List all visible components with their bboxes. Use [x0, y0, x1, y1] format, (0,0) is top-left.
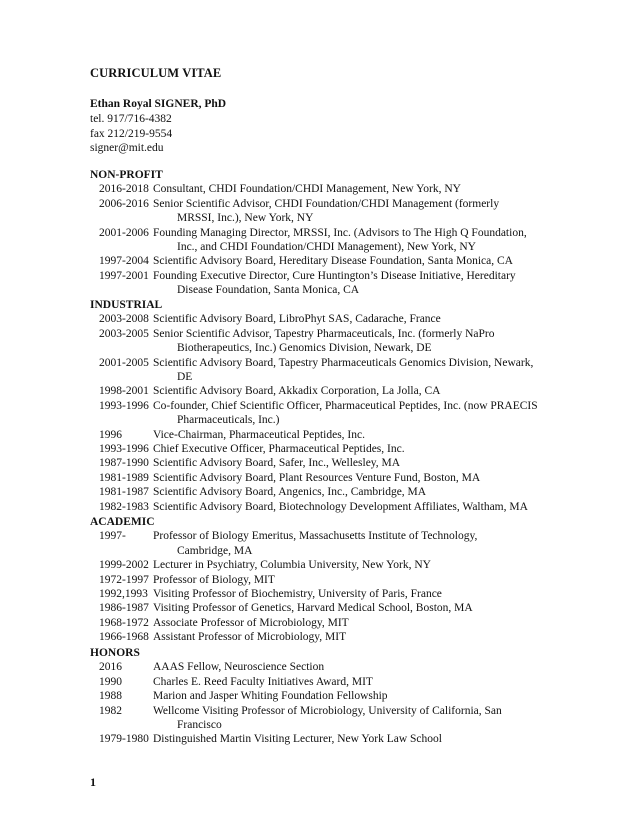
entry-line: Scientific Advisory Board, LibroPhyt SAS, Cadarache, France: [153, 313, 441, 326]
entry-description: [153, 529, 590, 558]
cv-entry: [90, 182, 590, 196]
entry-line: Associate Professor of Microbiology, MIT: [153, 616, 349, 629]
entry-line: Marion and Jasper Whiting Foundation Fellowship: [153, 690, 388, 703]
cv-entry: [90, 529, 590, 558]
cv-entry: [90, 601, 590, 615]
entry-line: Professor of Biology Emeritus, Massachusetts Institute of Technology,: [153, 530, 478, 543]
entry-line: Senior Scientific Advisor, CHDI Foundation/CHDI Management (formerly: [153, 197, 500, 210]
entry-years: 2016-2018: [99, 183, 149, 196]
entry-line: Co-founder, Chief Scientific Officer, Pharmaceutical Peptides, Inc. (now PRAECIS: [153, 399, 538, 412]
entry-line: Founding Managing Director, MRSSI, Inc. (Advisors to The High Q Foundation,: [153, 226, 527, 239]
entry-description: [153, 456, 590, 470]
cv-entry: [90, 485, 590, 499]
entry-line: Scientific Advisory Board, Safer, Inc., Wellesley, MA: [153, 457, 401, 470]
cv-entry: [90, 616, 590, 630]
cv-entry: [90, 471, 590, 485]
section-honors: [90, 646, 590, 747]
cv-entry: [90, 704, 590, 733]
entry-description: [153, 616, 590, 630]
entry-years: 1972-1997: [99, 573, 149, 586]
entry-years: 1981-1987: [99, 486, 149, 499]
section-heading: HONORS: [90, 647, 140, 659]
entry-years: 1997-2001: [99, 269, 149, 282]
entry-years: 1993-1996: [99, 443, 149, 456]
cv-entry: [90, 630, 590, 644]
cv-entry: [90, 226, 590, 255]
entry-description: [153, 689, 590, 703]
entry-years: 1987-1990: [99, 457, 149, 470]
cv-entry: [90, 269, 590, 298]
entry-description: [153, 428, 590, 442]
entry-description: [153, 226, 590, 255]
entry-years: 1968-1972: [99, 616, 149, 629]
entry-years: 1993-1996: [99, 399, 149, 412]
entry-years: 1986-1987: [99, 602, 149, 615]
section-heading: NON-PROFIT: [90, 169, 163, 181]
cv-entry: [90, 384, 590, 398]
entry-years: 1982: [99, 704, 122, 717]
entry-line: Scientific Advisory Board, Angenics, Inc., Cambridge, MA: [153, 486, 427, 499]
entry-line: Inc., and CHDI Foundation/CHDI Management), New York, NY: [177, 241, 476, 254]
cv-entry: [90, 558, 590, 572]
entry-years: 2001-2006: [99, 226, 149, 239]
entry-line: Senior Scientific Advisor, Tapestry Pharmaceuticals, Inc. (formerly NaPro: [153, 327, 495, 340]
entry-description: [153, 558, 590, 572]
entry-line: Scientific Advisory Board, Plant Resources Venture Fund, Boston, MA: [153, 471, 481, 484]
entry-line: Francisco: [177, 719, 222, 732]
entry-years: 2006-2016: [99, 197, 149, 210]
entry-line: MRSSI, Inc.), New York, NY: [177, 212, 314, 225]
entry-description: [153, 704, 590, 733]
cv-entry: [90, 500, 590, 514]
entry-description: [153, 442, 590, 456]
entry-years: 2001-2005: [99, 356, 149, 369]
entry-years: 2016: [99, 661, 122, 674]
entry-line: Vice-Chairman, Pharmaceutical Peptides, Inc.: [153, 428, 365, 441]
entry-line: Professor of Biology, MIT: [153, 573, 275, 586]
entry-description: [153, 254, 590, 268]
entry-description: [153, 630, 590, 644]
section-industrial: [90, 298, 590, 514]
entry-years: 1997-: [99, 530, 126, 543]
entry-description: [153, 399, 590, 428]
entry-line: Biotherapeutics, Inc.) Genomics Division, Newark, DE: [177, 342, 432, 355]
entry-description: [153, 485, 590, 499]
entry-description: [153, 269, 590, 298]
email-address: signer@mit.edu: [90, 142, 164, 155]
entry-line: Chief Executive Officer, Pharmaceutical Peptides, Inc.: [153, 443, 405, 456]
entry-line: Pharmaceuticals, Inc.): [177, 414, 280, 427]
cv-entry: [90, 428, 590, 442]
fax: fax 212/219-9554: [90, 127, 173, 140]
entry-line: Scientific Advisory Board, Hereditary Disease Foundation, Santa Monica, CA: [153, 255, 513, 268]
entry-line: DE: [177, 371, 193, 384]
cv-entry: [90, 254, 590, 268]
entry-description: [153, 660, 590, 674]
entry-description: [153, 327, 590, 356]
entry-line: Visiting Professor of Biochemistry, University of Paris, France: [153, 588, 442, 601]
entry-description: [153, 356, 590, 385]
entry-years: 1981-1989: [99, 471, 149, 484]
entry-description: [153, 732, 590, 746]
entry-description: [153, 500, 590, 514]
telephone: tel. 917/716-4382: [90, 112, 172, 125]
entry-years: 1998-2001: [99, 385, 149, 398]
page-number: 1: [90, 775, 96, 789]
entry-line: Visiting Professor of Genetics, Harvard Medical School, Boston, MA: [153, 602, 473, 615]
entry-line: Scientific Advisory Board, Akkadix Corporation, La Jolla, CA: [153, 385, 441, 398]
cv-entry: [90, 573, 590, 587]
entry-years: 1979-1980: [99, 733, 149, 746]
entry-description: [153, 573, 590, 587]
cv-entry: [90, 327, 590, 356]
person-name: Ethan Royal SIGNER, PhD: [90, 98, 227, 110]
entry-description: [153, 471, 590, 485]
entry-line: Consultant, CHDI Foundation/CHDI Management, New York, NY: [153, 183, 461, 196]
cv-entry: [90, 197, 590, 226]
entry-line: AAAS Fellow, Neuroscience Section: [153, 661, 325, 674]
entry-years: 1982-1983: [99, 500, 149, 513]
cv-entry: [90, 689, 590, 703]
entry-years: 1990: [99, 675, 122, 688]
entry-line: Distinguished Martin Visiting Lecturer, New York Law School: [153, 733, 442, 746]
entry-years: 1996: [99, 428, 122, 441]
entry-description: [153, 384, 590, 398]
cv-entry: [90, 356, 590, 385]
section-heading: ACADEMIC: [90, 516, 155, 528]
entry-line: Assistant Professor of Microbiology, MIT: [153, 631, 347, 644]
contact-block: [90, 97, 226, 156]
cv-entry: [90, 732, 590, 746]
entry-line: Scientific Advisory Board, Biotechnology Development Affiliates, Waltham, MA: [153, 500, 528, 513]
entry-years: 1966-1968: [99, 631, 149, 644]
entry-line: Lecturer in Psychiatry, Columbia University, New York, NY: [153, 559, 431, 572]
entry-description: [153, 587, 590, 601]
entry-line: Cambridge, MA: [177, 544, 253, 557]
entry-description: [153, 675, 590, 689]
entry-years: 2003-2008: [99, 313, 149, 326]
entry-years: 1997-2004: [99, 255, 149, 268]
section-non-profit: [90, 168, 590, 298]
entry-years: 1999-2002: [99, 559, 149, 572]
cv-entry: [90, 660, 590, 674]
entry-line: Wellcome Visiting Professor of Microbiology, University of California, San: [153, 704, 502, 717]
entry-line: Scientific Advisory Board, Tapestry Pharmaceuticals Genomics Division, Newark,: [153, 356, 534, 369]
cv-entry: [90, 442, 590, 456]
entry-description: [153, 197, 590, 226]
cv-entry: [90, 399, 590, 428]
entry-description: [153, 312, 590, 326]
entry-line: Founding Executive Director, Cure Huntington’s Disease Initiative, Hereditary: [153, 269, 516, 282]
section-academic: [90, 515, 590, 645]
cv-entry: [90, 456, 590, 470]
section-heading: INDUSTRIAL: [90, 299, 163, 311]
entry-line: Disease Foundation, Santa Monica, CA: [177, 284, 360, 297]
entry-line: Charles E. Reed Faculty Initiatives Award, MIT: [153, 675, 373, 688]
cv-entry: [90, 312, 590, 326]
document-title: CURRICULUM VITAE: [90, 66, 222, 80]
cv-entry: [90, 587, 590, 601]
entry-years: 2003-2005: [99, 327, 149, 340]
entry-years: 1992,1993: [99, 588, 148, 601]
cv-entry: [90, 675, 590, 689]
entry-description: [153, 182, 590, 196]
entry-description: [153, 601, 590, 615]
entry-years: 1988: [99, 690, 122, 703]
